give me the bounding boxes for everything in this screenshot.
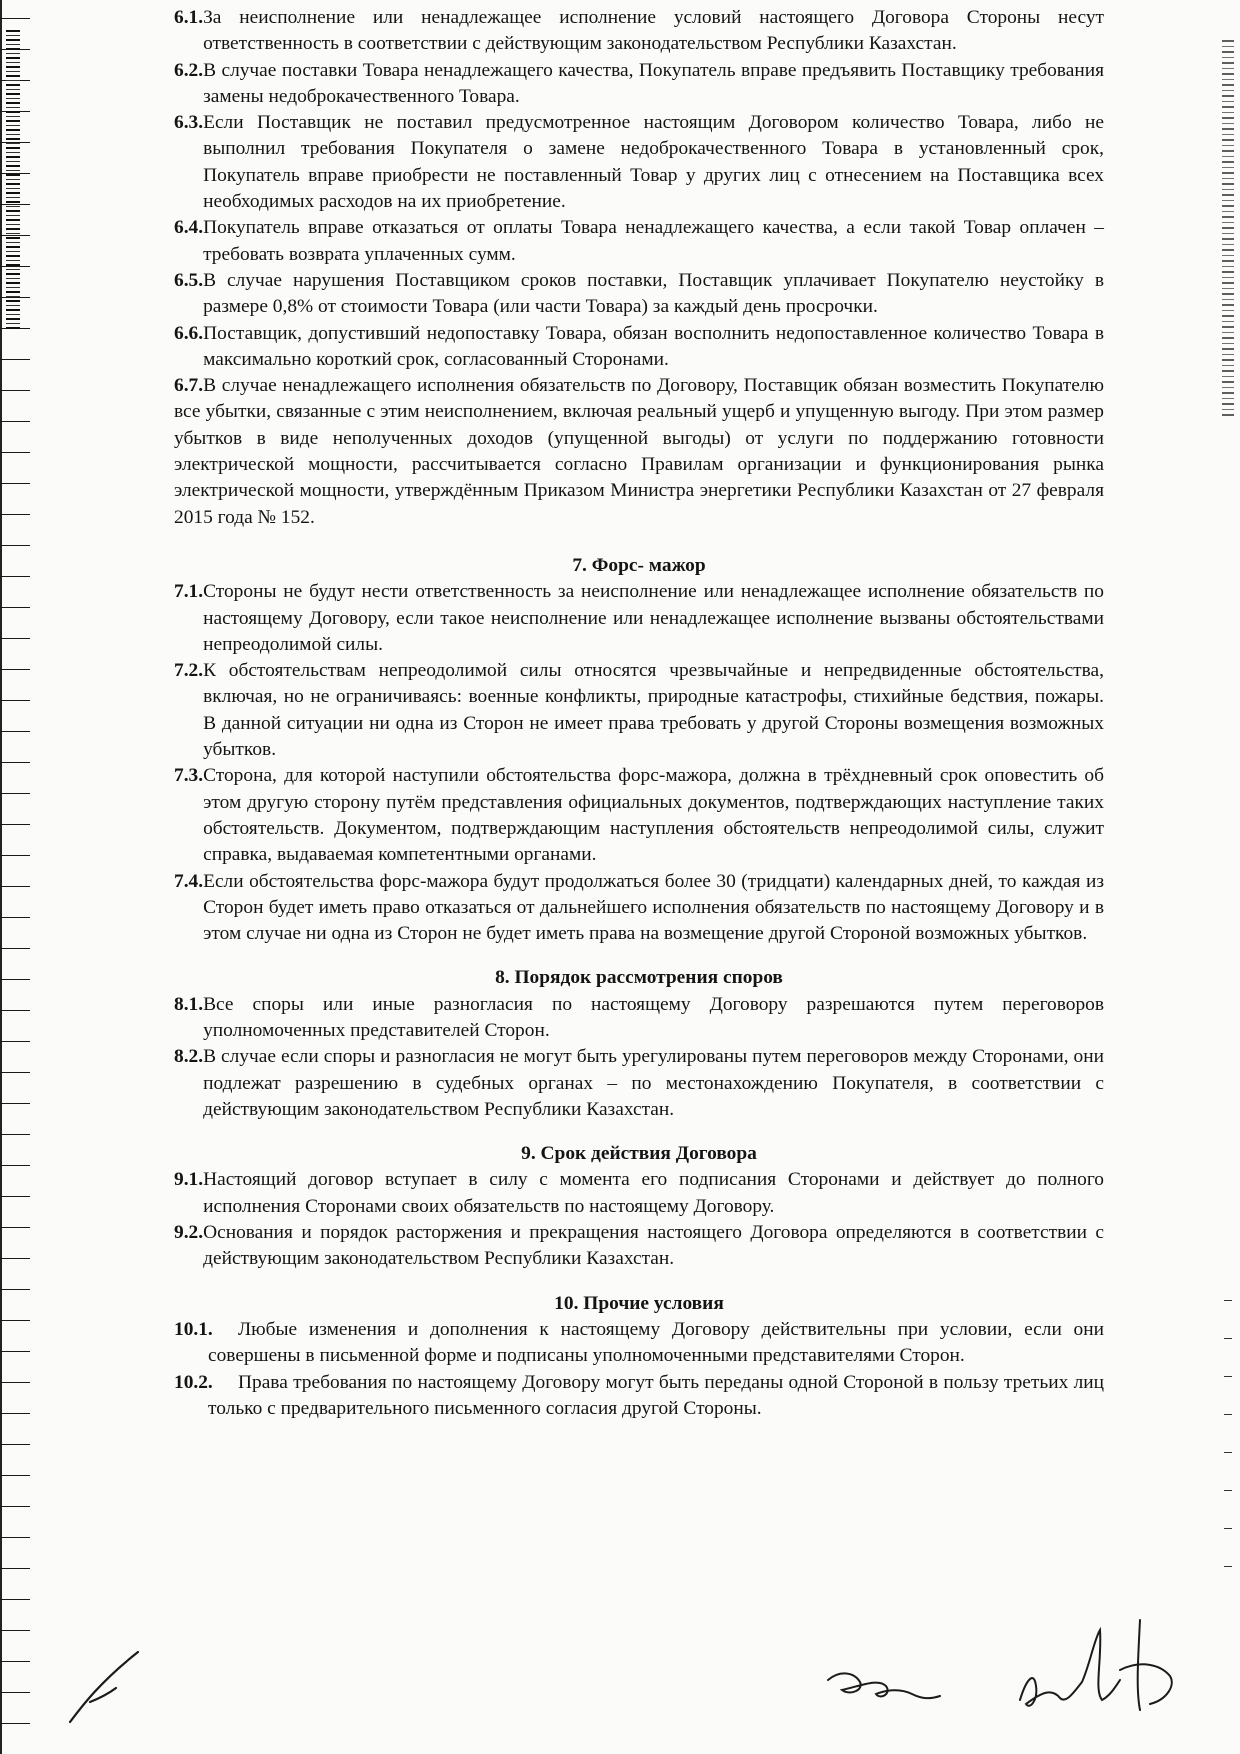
clause-8-1 <box>174 992 1104 1045</box>
section-title-force-majeure: 7. Форс- мажор <box>572 554 706 576</box>
clause-number: 6.7. <box>174 375 204 397</box>
clause-10-2 <box>174 1370 1104 1423</box>
clause-text: Поставщик, допустивший недопоставку Товара, обязан восполнить недопоставленное количество Товара в максимально короткий срок, согласованный Сторонами. <box>203 322 1104 370</box>
clause-text: Любые изменения и дополнения к настоящему Договору действительны при условии, если они совершены в письменной форме и подписаны уполномоченными представителями Сторон. <box>208 1318 1104 1367</box>
initial-signature-left <box>60 1640 150 1730</box>
clause-text: В случае если споры и разногласия не могут быть урегулированы путем переговоров между Сторонами, они подлежат разрешению в судебных органах – по местонахождению Покупателя, в соответствии с действующим законодательством Республики Казахстан. <box>203 1046 1104 1120</box>
clause-7-3 <box>174 763 1104 868</box>
clause-number: 6.2. <box>174 59 204 81</box>
clause-text: В случае нарушения Поставщиком сроков поставки, Поставщик уплачивает Покупателю неустойку в размере 0,8% от стоимости Товара (или части Товара) за каждый день просрочки. <box>203 269 1104 318</box>
clause-6-5 <box>174 268 1104 321</box>
clause-text: К обстоятельствам непреодолимой силы относятся чрезвычайные и непредвиденные обстоятельства, включая, но не ограничиваясь: военные конфликты, природные катастрофы, стихийные бедствия, пожары. В данной ситуации ни одна из Сторон не имеет права требовать у другой Стороны возмещения возможных убытков. <box>203 660 1104 761</box>
clause-text: Права требования по настоящему Договору могут быть переданы одной Стороной в пользу третьих лиц только с предварительного письменного согласия другой Стороны. <box>208 1371 1104 1419</box>
clause-number: 7.4. <box>174 870 204 892</box>
clause-6-7 <box>174 373 1104 531</box>
clause-text: Стороны не будут нести ответственность за неисполнение или ненадлежащее исполнение обязательств по настоящему Договору, если такое неисполнение или ненадлежащее исполнение вызваны обстоятельствами непреодолимой силы. <box>203 581 1104 655</box>
clause-6-4 <box>174 215 1104 268</box>
clause-10-1 <box>174 1317 1104 1370</box>
clause-number: 8.2. <box>174 1046 204 1068</box>
scan-edge-marks-left <box>0 0 30 1754</box>
signature-right <box>990 1600 1190 1730</box>
section-title-term: 9. Срок действия Договора <box>521 1143 757 1165</box>
section-title-disputes: 8. Порядок рассмотрения споров <box>495 967 783 989</box>
clause-text: Все споры или иные разногласия по настоящему Договору разрешаются путем переговоров уполномоченных представителей Сторон. <box>203 993 1104 1041</box>
clause-number: 6.6. <box>174 322 204 344</box>
scan-edge-ticks-right <box>1224 1300 1232 1600</box>
clause-number: 7.3. <box>174 765 204 787</box>
clause-number: 10.2. <box>174 1371 213 1393</box>
clause-6-6 <box>174 321 1104 374</box>
signature-middle <box>820 1650 950 1720</box>
section-title-other-terms: 10. Прочие условия <box>554 1292 724 1314</box>
clause-6-2 <box>174 58 1104 111</box>
contract-text <box>174 5 1104 1422</box>
clause-number: 6.4. <box>174 217 204 239</box>
clause-number: 10.1. <box>174 1318 213 1340</box>
clause-text: В случае поставки Товара ненадлежащего качества, Покупатель вправе предъявить Поставщику требования замены недоброкачественного Товара. <box>203 59 1104 107</box>
clause-text: Если Поставщик не поставил предусмотренное настоящим Договором количество Товара, либо не выполнил требования Покупателя о замене недоброкачественного Товара в установленный срок, Покупатель вправе приобрести не поставленный Товар у других лиц с отнесением на Поставщика всех необходимых расходов на их приобретение. <box>203 112 1104 213</box>
clause-text: Если обстоятельства форс-мажора будут продолжаться более 30 (тридцати) календарных дней, то каждая из Сторон будет иметь право отказаться от дальнейшего исполнения обязательств по настоящему Договору и в этом случае ни одна из Сторон не будет иметь права на возмещение другой Стороной возможных убытков. <box>203 870 1104 945</box>
clause-text: В случае ненадлежащего исполнения обязательств по Договору, Поставщик обязан возместить Покупателю все убытки, связанные с этим неисполнением, включая реальный ущерб и упущенную выгоду. При этом размер убытков в виде неполученных доходов (упущенной выгоды) от услуги по поддержанию готовности электрической мощности, рассчитывается согласно Правилам организации и функционирования рынка электрической мощности, утверждённым Приказом Министра энергетики Республики Казахстан от 27 февраля 2015 года № 152. <box>174 375 1104 528</box>
clause-9-2 <box>174 1220 1104 1273</box>
clause-number: 7.2. <box>174 660 204 682</box>
clause-text: Настоящий договор вступает в силу с момента его подписания Сторонами и действует до полного исполнения Сторонами своих обязательств по настоящему Договору. <box>203 1169 1104 1217</box>
clause-text: Основания и порядок расторжения и прекращения настоящего Договора определяются в соответствии с действующим законодательством Республики Казахстан. <box>203 1222 1104 1270</box>
clause-number: 9.2. <box>174 1222 204 1244</box>
clause-9-1 <box>174 1167 1104 1220</box>
clause-number: 7.1. <box>174 581 204 603</box>
clause-7-2 <box>174 658 1104 763</box>
clause-text: Сторона, для которой наступили обстоятельства форс-мажора, должна в трёхдневный срок оповестить об этом другую сторону путём представления официальных документов, подтверждающих наступление таких обстоятельств. Документом, подтверждающим наступления обстоятельств непреодолимой силы, служит справка, выдаваемая компетентными органами. <box>203 765 1104 866</box>
clause-7-4 <box>174 869 1104 948</box>
clause-8-2 <box>174 1044 1104 1123</box>
clause-6-3 <box>174 110 1104 215</box>
clause-number: 6.1. <box>174 7 204 28</box>
clause-7-1 <box>174 579 1104 658</box>
clause-number: 6.5. <box>174 269 204 291</box>
scan-edge-marks-right <box>1222 40 1234 420</box>
clause-number: 9.1. <box>174 1169 204 1191</box>
clause-number: 8.1. <box>174 993 204 1015</box>
clause-6-1 <box>174 5 1104 58</box>
clause-text: Покупатель вправе отказаться от оплаты Товара ненадлежащего качества, а если такой Товар оплачен – требовать возврата уплаченных сумм. <box>203 217 1104 265</box>
clause-number: 6.3. <box>174 112 204 134</box>
clause-text: За неисполнение или ненадлежащее исполнение условий настоящего Договора Стороны несут ответственность в соответствии с действующим законодательством Республики Казахстан. <box>203 7 1104 55</box>
